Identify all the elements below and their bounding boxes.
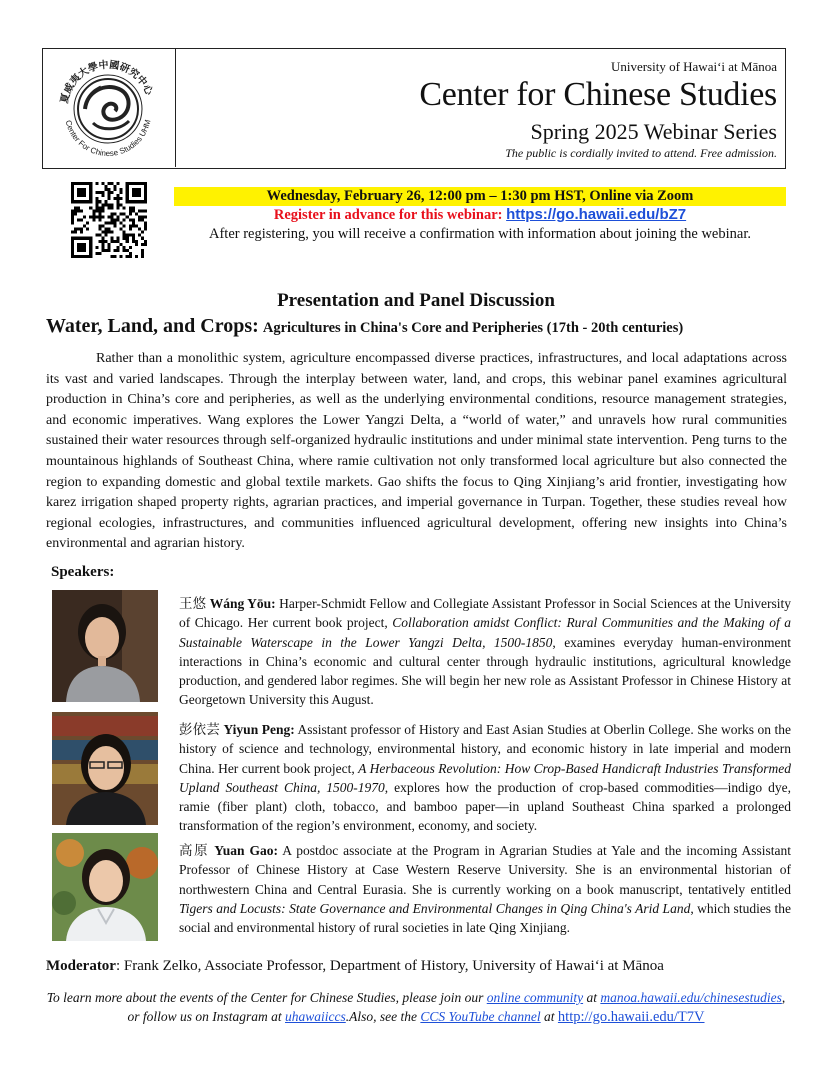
moderator-line: [46, 956, 664, 976]
speaker-book-title: Collaboration amidst Conflict: Rural Communities and the Making of a Sustainable Waterscape in the Lower Yangzi Delta, 1500-1850: [179, 615, 791, 650]
header-box: [42, 48, 786, 169]
footer-text: To learn more about the events of the Center for Chinese Studies, please join our: [46, 990, 484, 1005]
footer-text: or follow us on Instagram at: [127, 1009, 282, 1024]
speaker-bio-text: Assistant professor of History and East Asian Studies at Oberlin College. She works on the history of science and technology, environmental history, and economic history in late imperial and modern China. Her current book project,: [179, 722, 791, 776]
speaker-bio-text: , examines everyday human-environment interactions in China’s economic and cultural center through hydraulic institutions, agricultural knowledge production, and gendered labor regimes. She will begin her new role as Assistant Professor in Chinese History at Georgetown University this August.: [179, 634, 791, 708]
footer-text: .Also, see the: [345, 1009, 417, 1024]
logo-cell: [43, 49, 176, 167]
speaker-bio-peng: [179, 720, 791, 836]
speaker-bio-text: , which studies the social and environmental history of rural societies in late Qing Xinjiang.: [179, 900, 791, 936]
speaker-photo-gao: [52, 833, 158, 941]
speaker-book-title: Tigers and Locusts: State Governance and Environmental Changes in Qing China's Arid Land: [179, 900, 691, 916]
speaker-chinese-name: 高原: [179, 843, 210, 858]
speaker-name: Wáng Yōu:: [209, 596, 276, 611]
speakers-label: Speakers:: [51, 564, 115, 580]
speaker-bio-text: A postdoc associate at the Program in Agrarian Studies at Yale and the incoming Assistant Professor of Chinese History at Case Western Reserve University. She is an environmental historian of northwestern China and Central Eurasia. She is currently working on a book manuscript, tentatively entitled: [179, 843, 792, 897]
logo-chinese-text: 夏威夷大學中國研究中心: [59, 59, 155, 105]
abstract-paragraph: Rather than a monolithic system, agriculture encompassed diverse practices, infrastructures, and local adaptations across its vast and varied landscapes. Through the interplay between water, land, and crops, this webinar panel examines agricultural production in China’s core and peripheries, as well as the underlying environmental conditions, resource management strategies, and economic imperatives. Wang explores the Lower Yangzi Delta, a “world of water,” and unravels how rural communities sustained their water resources through self-organized hydraulic institutions and under minimal state intervention. Peng turns to the mountainous highlands of Southeast China, where ramie cultivation not only transformed local agriculture but also connected the region to expanding domestic and global textile markets. Gao shifts the focus to Qing Xinjiang’s arid frontier, investigating how karez irrigation shaped property rights, agrarian practices, and imperial governance in Turpan. Together, these studies reveal how regional ecologies, infrastructures, and communities influenced agricultural development, offering new insights into China’s environmental and agrarian history.: [46, 351, 787, 552]
instagram-link[interactable]: uhawaiiccs: [285, 1009, 346, 1024]
speaker-bio-wang: [179, 594, 791, 710]
speaker-photo-peng: [52, 712, 158, 825]
series-title: Spring 2025 Webinar Series: [530, 119, 777, 144]
speaker-bio-text: Harper-Schmidt Fellow and Collegiate Assistant Professor in Social Sciences at the University of Chicago. Her current book project,: [179, 596, 792, 631]
youtube-channel-link[interactable]: CCS YouTube channel: [420, 1009, 541, 1024]
ccs-website-link[interactable]: manoa.hawaii.edu/chinesestudies: [600, 990, 782, 1005]
speaker-name: Yiyun Peng:: [223, 722, 295, 737]
speaker-name: Yuan Gao:: [214, 843, 278, 858]
after-register-note: After registering, you will receive a confirmation with information about joining the webinar.: [209, 226, 751, 242]
footer-text: at: [544, 1009, 555, 1024]
university-name: University of Hawaiʻi at Mānoa: [610, 59, 777, 74]
qr-code[interactable]: [71, 182, 147, 258]
speaker-chinese-name: 王悠: [179, 596, 207, 611]
register-label: Register in advance for this webinar:: [273, 207, 503, 223]
speaker-book-title: A Herbaceous Revolution: How Crop-Based Handicraft Industries Transformed Upland Southeast China, 1500-1970: [179, 760, 791, 795]
webinar-title-main: Water, Land, and Crops:: [46, 315, 259, 337]
webinar-title: [46, 315, 806, 338]
event-date-line: Wednesday, February 26, 12:00 pm – 1:30 pm HST, Online via Zoom: [174, 187, 786, 206]
moderator-label: Moderator: [46, 958, 116, 974]
footer-text: ,: [781, 990, 786, 1005]
ccs-seal-logo: [53, 57, 163, 159]
register-line: [174, 206, 786, 224]
footer-text: at: [586, 990, 597, 1005]
moderator-text: : Frank Zelko, Associate Professor, Department of History, University of Hawaiʻi at Mānoa: [115, 958, 664, 974]
footer-note: [30, 988, 802, 1027]
youtube-url-link[interactable]: http://go.hawaii.edu/T7V: [557, 1009, 705, 1025]
speaker-bio-text: , explores how the production of crop-based commodities—indigo dye, ramie (fiber plant) cloth, tobacco, and bamboo paper—in upland Southeast China sparked a prolonged transformation of the region’s environment, economy, and society.: [179, 779, 791, 834]
logo-english-text: Center For Chinese Studies UHM: [63, 118, 153, 158]
online-community-link[interactable]: online community: [486, 990, 584, 1005]
speaker-bio-gao: [179, 841, 791, 937]
public-note: The public is cordially invited to attend. Free admission.: [505, 146, 777, 160]
webinar-title-sub: Agricultures in China's Core and Peripheries (17th - 20th centuries): [262, 320, 684, 336]
speaker-photo-wang: [52, 590, 158, 702]
speaker-chinese-name: 彭依芸: [179, 722, 220, 737]
center-title: Center for Chinese Studies: [419, 76, 777, 113]
register-link[interactable]: https://go.hawaii.edu/bZ7: [506, 206, 687, 223]
presentation-heading: Presentation and Panel Discussion: [277, 290, 555, 311]
